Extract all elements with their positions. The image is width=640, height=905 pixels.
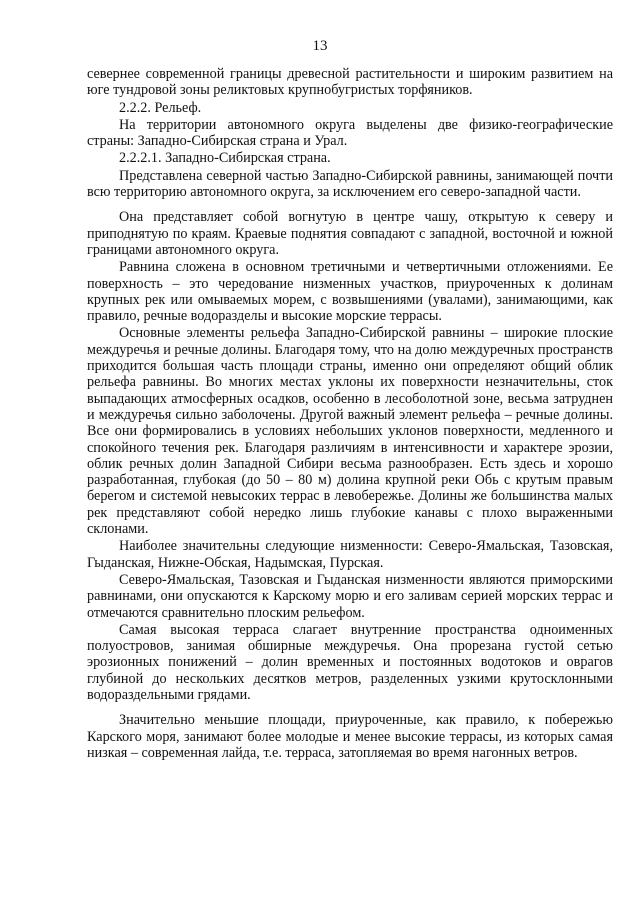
- page-body: [87, 66, 613, 761]
- paragraph-plain-intro: Представлена северной частью Западно-Сибирской равнины, занимающей почти всю территорию автономного округа, за исключением его северо-западной части.: [87, 167, 613, 201]
- section-heading-relief: 2.2.2. Рельеф.: [119, 99, 202, 116]
- paragraph-highest-terrace: Самая высокая терраса слагает внутренние пространства одноименных полуостровов, занимая обширные междуречья. Она прорезана густой сетью эрозионных понижений – долин временных и постоянных водотоков и оврагов глубиной до нескольких десятков метров, разделенных узкими крутосклонными водораздельными грядами.: [87, 621, 613, 703]
- paragraph-continuation: севернее современной границы древесной растительности и широким развитием на юге тундровой зоны реликтовых крупнобугристых торфяников.: [87, 66, 613, 99]
- paragraph-lowlands-list: Наиболее значительны следующие низменности: Северо-Ямальская, Тазовская, Гыданская, Нижне-Обская, Надымская, Пурская.: [87, 538, 613, 571]
- paragraph-deposits: Равнина сложена в основном третичными и четвертичными отложениями. Ее поверхность – это чередование низменных участков, приуроченных к долинам крупных рек или омываемых морем, с возвышениями (увалами), занимающими, как правило, речные водоразделы и высокие морские террасы.: [87, 259, 613, 325]
- paragraph-physiographic-countries: На территории автономного округа выделены две физико-географические страны: Западно-Сибирская страна и Урал.: [87, 116, 613, 150]
- paragraph-coastal-plains: Северо-Ямальская, Тазовская и Гыданская низменности являются приморскими равнинами, они опускаются к Карскому морю и его заливам серией морских террас и отмечаются сравнительно плоским рельефом.: [87, 571, 613, 621]
- paragraph-relief-elements: Основные элементы рельефа Западно-Сибирской равнины – широкие плоские междуречья и речные долины. Благодаря тому, что на долю междуречных пространств приходится большая часть площади страны, именно они определяют общий облик рельефа равнины. Во многих местах уклоны их поверхности незначительны, сток выпадающих атмосферных осадков, особенно в лесоболотной зоне, весьма затруднен и междуречья сильно заболочены. Другой важный элемент рельефа – речные долины. Все они формировались в условиях небольших уклонов поверхности, медленного и спокойного течения рек. Благодаря различиям в интенсивности и характере эрозии, облик речных долин Западной Сибири весьма разнообразен. Есть здесь и хорошо разработанная, глубокая (до 50 – 80 м) долина крупной реки Обь с крутым правым берегом и системой невысоких террас в левобережье. Долины же большинства малых рек представляют собой нередко лишь глубокие канавы с плохо выраженными склонами.: [87, 325, 613, 538]
- paragraph-bowl-shape: Она представляет собой вогнутую в центре чашу, открытую к северу и приподнятую по краям. Краевые поднятия совпадают с западной, восточной и южной границами автономного округа.: [87, 209, 613, 258]
- paragraph-young-terraces: Значительно меньшие площади, приуроченные, как правило, к побережью Карского моря, занимают более молодые и менее высокие террасы, из которых самая низкая – современная лайда, т.е. терраса, затопляемая во время нагонных ветров.: [87, 712, 613, 761]
- section-heading-west-siberian: 2.2.2.1. Западно-Сибирская страна.: [119, 150, 331, 167]
- page-number: 13: [312, 38, 328, 54]
